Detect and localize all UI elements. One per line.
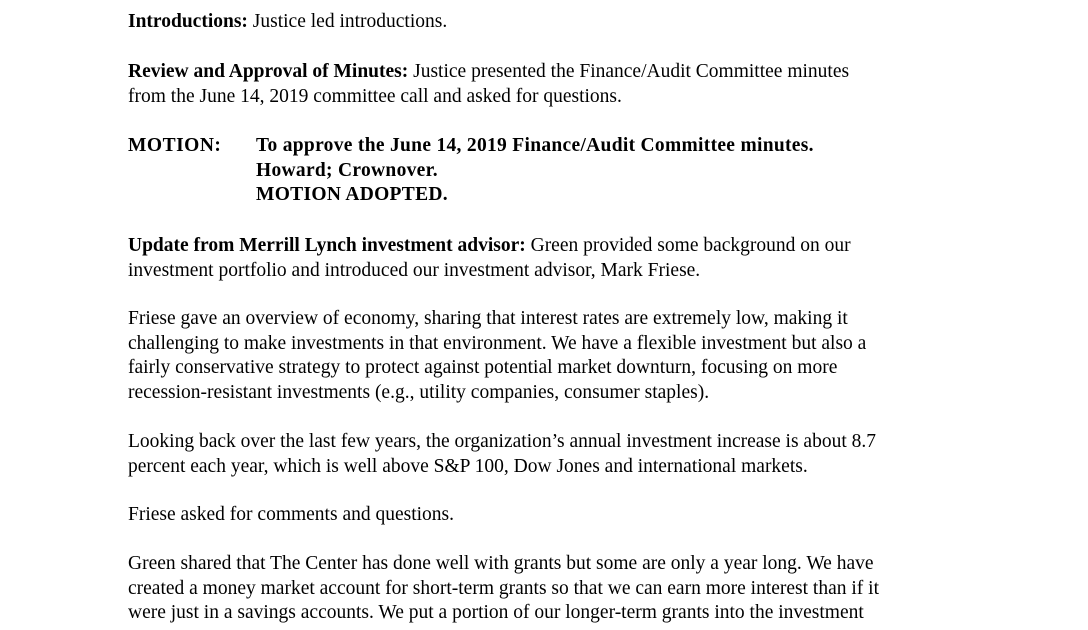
introductions-paragraph (128, 10, 968, 35)
paragraph-line: Friese asked for comments and questions. (128, 504, 455, 525)
merrill-lynch-update-label: Update from Merrill Lynch investment advisor: (128, 235, 526, 256)
paragraph-line: percent each year, which is well above S&P 100, Dow Jones and international markets. (128, 455, 808, 477)
motion-movers: Howard; Crownover. (256, 159, 438, 181)
paragraph-line: recession-resistant investments (e.g., utility companies, consumer staples). (128, 381, 710, 403)
investment-history-paragraph (128, 430, 968, 479)
review-minutes-paragraph (128, 60, 968, 109)
grants-paragraph (128, 552, 968, 626)
paragraph-line: Green shared that The Center has done well with grants but some are only a year long. We have (128, 553, 874, 574)
motion-block (256, 134, 814, 208)
paragraph-line: Looking back over the last few years, the organization’s annual investment increase is about 8.7 (128, 431, 876, 452)
introductions-label: Introductions: (128, 11, 248, 32)
comments-questions-paragraph (128, 503, 968, 528)
motion-text: To approve the June 14, 2019 Finance/Audit Committee minutes. (256, 135, 814, 156)
paragraph-line: Friese gave an overview of economy, sharing that interest rates are extremely low, making it (128, 308, 848, 329)
merrill-lynch-update-paragraph (128, 234, 968, 283)
economy-overview-paragraph (128, 307, 968, 405)
review-minutes-text-line-2: from the June 14, 2019 committee call and asked for questions. (128, 85, 622, 107)
paragraph-line: created a money market account for short-term grants so that we can earn more interest than if it (128, 577, 879, 599)
review-minutes-label: Review and Approval of Minutes: (128, 61, 409, 82)
motion-label: MOTION: (128, 135, 222, 156)
paragraph-line: challenging to make investments in that environment. We have a flexible investment but also a (128, 332, 867, 354)
motion-result: MOTION ADOPTED. (256, 184, 448, 206)
review-minutes-text-line-1: Justice presented the Finance/Audit Committee minutes (408, 61, 850, 82)
paragraph-line: were just in a savings accounts. We put a portion of our longer-term grants into the investment (128, 602, 864, 624)
merrill-lynch-update-text-line-1: Green provided some background on our (525, 235, 851, 256)
introductions-text: Justice led introductions. (247, 11, 448, 32)
paragraph-line: fairly conservative strategy to protect against potential market downturn, focusing on more (128, 357, 838, 379)
merrill-lynch-update-text-line-2: investment portfolio and introduced our investment advisor, Mark Friese. (128, 259, 701, 281)
